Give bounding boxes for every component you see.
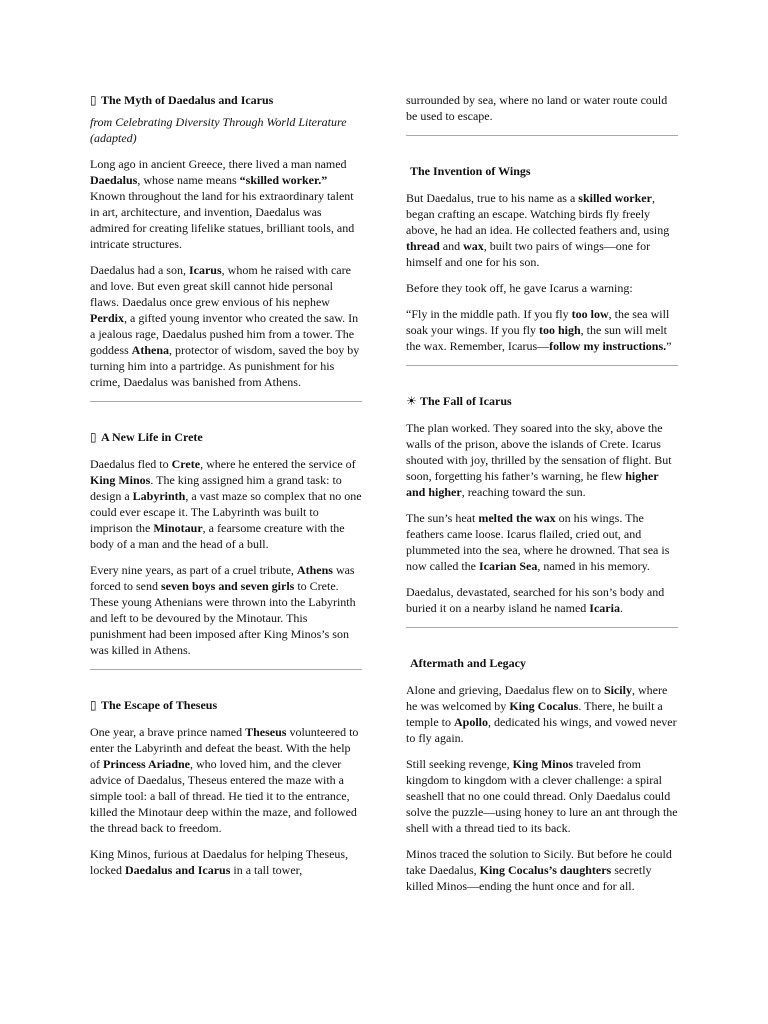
paragraph-continued: surrounded by sea, where no land or water route could be used to escape. [406,93,668,123]
document-icon: ▯ [90,93,97,107]
right-column [406,92,678,904]
paragraph: The plan worked. They soared into the sky, above the walls of the prison, above the islands of Crete. Icarus shouted with joy, thrilled by the sensation of flight. But soon, forgetting his father’s warning, he flew higher and higher, reaching toward the sun. [406,421,672,499]
section-wings [406,163,678,354]
document-icon: ▯ [90,430,97,444]
section-divider [90,401,362,402]
paragraph: Minos traced the solution to Sicily. But before he could take Daedalus, King Cocalus’s daughters secretly killed Minos—ending the hunt once and for all. [406,847,672,893]
warning-quote: “Fly in the middle path. If you fly too low, the sea will soak your wings. If you fly too high, the sun will melt the wax. Remember, Icarus—follow my instructions.” [406,307,672,353]
section-heading-crete [90,429,362,445]
section-divider [90,669,362,670]
heading-text: A New Life in Crete [101,430,203,444]
section-heading-fall [406,393,678,409]
paragraph: The sun’s heat melted the wax on his wings. The feathers came loose. Icarus flailed, cried out, and plummeted into the sea, where he drowned. That sea is now called the Icarian Sea, named in his memory. [406,511,670,573]
paragraph: Daedalus had a son, Icarus, whom he raised with care and love. But even great skill cannot hide personal flaws. Daedalus once grew envious of his nephew Perdix, a gifted young inventor who created the saw. In a jealous rage, Daedalus pushed him from a tower. The goddess Athena, protector of wisdom, saved the boy by turning him into a partridge. As punishment for his crime, Daedalus was banished from Athens. [90,263,360,389]
paragraph: One year, a brave prince named Theseus volunteered to enter the Labyrinth and defeat the beast. With the help of Princess Ariadne, who loved him, and the clever advice of Daedalus, Theseus entered the maze with a simple tool: a ball of thread. He tied it to the entrance, killed the Minotaur deep within the maze, and followed the thread back to freedom. [90,725,359,835]
section-heading-theseus [90,697,362,713]
section-crete [90,429,362,658]
section-fall [406,393,678,616]
heading-text: Aftermath and Legacy [410,656,526,670]
paragraph: King Minos, furious at Daedalus for helping Theseus, locked Daedalus and Icarus in a tall tower, [90,847,349,877]
section-legacy [406,655,678,894]
document-icon: ▯ [90,698,97,712]
section-divider [406,365,678,366]
paragraph: Alone and grieving, Daedalus flew on to Sicily, where he was welcomed by King Cocalus. There, he built a temple to Apollo, dedicated his wings, and vowed never to fly again. [406,683,677,745]
left-column [90,92,362,888]
heading-text: The Myth of Daedalus and Icarus [101,93,274,107]
source-citation: from Celebrating Diversity Through World Literature (adapted) [90,115,347,145]
heading-text: The Fall of Icarus [420,394,512,408]
paragraph: But Daedalus, true to his name as a skilled worker, began crafting an escape. Watching birds fly freely above, he had an idea. He collected feathers and, using thread and wax, built two pairs of wings—one for himself and one for his son. [406,191,670,269]
section-heading-myth [90,92,362,108]
sun-icon: ☀ [406,394,417,408]
section-theseus [90,697,362,878]
paragraph: Still seeking revenge, King Minos traveled from kingdom to kingdom with a clever challenge: a spiral seashell that no one could thread. Only Daedalus could solve the puzzle—using honey to lure an ant through the shell with a thread tied to its back. [406,757,678,835]
paragraph: Daedalus fled to Crete, where he entered the service of King Minos. The king assigned him a grand task: to design a Labyrinth, a vast maze so complex that no one could ever escape it. The Labyrinth was built to imprison the Minotaur, a fearsome creature with the body of a man and the head of a bull. [90,457,362,551]
section-divider [406,135,678,136]
paragraph: Every nine years, as part of a cruel tribute, Athens was forced to send seven boys and seven girls to Crete. These young Athenians were thrown into the Labyrinth and left to be devoured by the Minotaur. This punishment had been imposed after King Minos’s son was killed in Athens. [90,563,356,657]
section-myth [90,92,362,390]
paragraph: Daedalus, devastated, searched for his son’s body and buried it on a nearby island he named Icaria. [406,585,665,615]
heading-text: The Invention of Wings [410,164,531,178]
section-heading-legacy [406,655,678,671]
paragraph: Before they took off, he gave Icarus a warning: [406,281,633,295]
section-divider [406,627,678,628]
section-heading-wings [406,163,678,179]
paragraph: Long ago in ancient Greece, there lived a man named Daedalus, whose name means “skilled worker.” Known throughout the land for his extraordinary talent in art, architecture, and invention, Daedalus was admired for creating lifelike statues, brilliant tools, and intricate structures. [90,157,355,251]
heading-text: The Escape of Theseus [101,698,218,712]
